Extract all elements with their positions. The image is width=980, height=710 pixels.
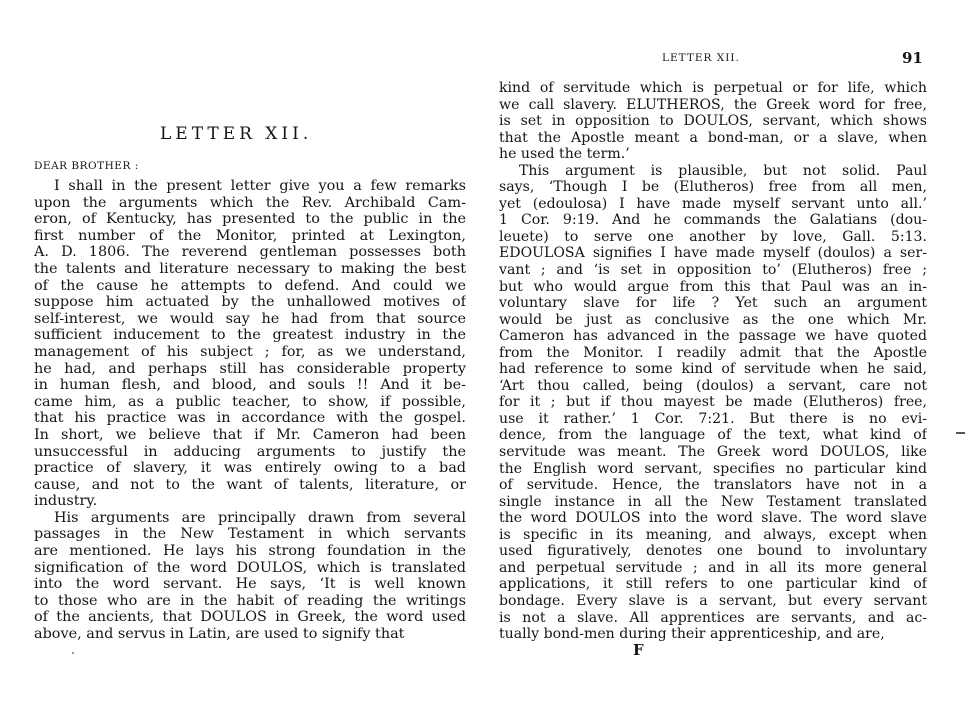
- text-line: came him, as a public teacher, to show, if possible,: [34, 393, 466, 410]
- text-line: use it rather.’ 1 Cor. 7:21. But there is no evi-: [499, 410, 927, 427]
- margin-dash: [956, 432, 965, 434]
- page-number: 91: [902, 49, 923, 67]
- text-line: to those who are in the habit of reading the writings: [34, 592, 466, 609]
- text-line: leuete) to serve one another by love, Gall. 5:13.: [499, 228, 927, 245]
- text-line: This argument is plausible, but not solid. Paul: [519, 162, 927, 179]
- text-line: single instance in all the New Testament translated: [499, 493, 927, 510]
- text-line: 1 Cor. 9:19. And he commands the Galatians (dou-: [499, 212, 927, 229]
- text-line: he had, and perhaps still has considerable property: [34, 360, 466, 377]
- text-line: the word DOULOS into the word slave. The word slave: [499, 510, 927, 527]
- signature-mark: F: [633, 641, 644, 659]
- text-line: first number of the Monitor, printed at Lexington,: [34, 227, 466, 244]
- letter-title: LETTER XII.: [160, 124, 313, 144]
- text-line: management of his subject ; for, as we understand,: [34, 343, 466, 360]
- left-text-block: [34, 178, 466, 643]
- text-line: ‘Art thou called, being (doulos) a servant, care not: [499, 377, 927, 394]
- text-line: tually bond-men during their apprenticeship, and are,: [499, 626, 885, 643]
- text-line: voluntary slave for life ? Yet such an argument: [499, 295, 927, 312]
- text-line: servitude was meant. The Greek word DOULOS, like: [499, 444, 927, 461]
- text-line: are mentioned. He lays his strong foundation in the: [34, 543, 466, 560]
- text-line: self-interest, we would say he had from that source: [34, 310, 466, 327]
- text-line: but who would argue from this that Paul was an in-: [499, 278, 927, 295]
- text-line: above, and servus in Latin, are used to signify that: [34, 626, 405, 643]
- text-line: A. D. 1806. The reverend gentleman possesses both: [34, 244, 466, 261]
- text-line: of the cause he attempts to defend. And could we: [34, 277, 466, 294]
- text-line: vant ; and ‘is set in opposition to’ (Elutheros) free ;: [499, 262, 927, 279]
- text-line: kind of servitude which is perpetual or for life, which: [499, 80, 927, 96]
- ink-speck: [72, 652, 74, 654]
- text-line: cause, and not to the want of talents, literature, or: [34, 476, 466, 493]
- text-line: upon the arguments which the Rev. Archibald Cam-: [34, 194, 466, 211]
- text-line: of the ancients, that DOULOS in Greek, the word used: [34, 609, 466, 626]
- text-line: for it ; but if thou mayest be made (Elutheros) free,: [499, 394, 927, 411]
- text-line: yet (edoulosa) I have made myself servant unto all.’: [499, 195, 927, 212]
- text-line: that his practice was in accordance with the gospel.: [34, 410, 466, 427]
- text-line: we call slavery. ELUTHEROS, the Greek word for free,: [499, 96, 927, 113]
- text-line: In short, we believe that if Mr. Cameron had been: [34, 426, 466, 443]
- text-line: into the word servant. He says, ‘It is well known: [34, 576, 466, 593]
- text-line: says, ‘Though I be (Elutheros) free from all men,: [499, 179, 927, 196]
- text-line: practice of slavery, it was entirely owing to a bad: [34, 460, 466, 477]
- text-line: used figuratively, denotes one bound to involuntary: [499, 543, 927, 560]
- text-line: unsuccessful in adducing arguments to justify the: [34, 443, 466, 460]
- text-line: suppose him actuated by the unhallowed motives of: [34, 294, 466, 311]
- text-line: applications, it still refers to one particular kind of: [499, 576, 927, 593]
- text-line: that the Apostle meant a bond-man, or a slave, when: [499, 129, 927, 146]
- running-head: LETTER XII.: [662, 52, 740, 64]
- text-line: the talents and literature necessary to making the best: [34, 260, 466, 277]
- salutation: DEAR BROTHER :: [34, 160, 139, 172]
- text-line: dence, from the language of the text, what kind of: [499, 427, 927, 444]
- text-line: and perpetual servitude ; and in all its more general: [499, 559, 927, 576]
- text-line: had reference to some kind of servitude when he said,: [499, 361, 927, 378]
- text-line: in human flesh, and blood, and souls !! And it be-: [34, 377, 466, 394]
- text-line: Cameron has advanced in the passage we have quoted: [499, 328, 927, 345]
- text-line: I shall in the present letter give you a few remarks: [54, 178, 466, 194]
- text-line: is not a slave. All apprentices are servants, and ac-: [499, 609, 927, 626]
- text-line: is specific in its meaning, and always, except when: [499, 526, 927, 543]
- right-text-block: [499, 80, 927, 643]
- text-line: bondage. Every slave is a servant, but every servant: [499, 592, 927, 609]
- text-line: of servitude. Hence, the translators have not in a: [499, 477, 927, 494]
- text-line: signification of the word DOULOS, which is translated: [34, 559, 466, 576]
- text-line: sufficient inducement to the greatest industry in the: [34, 327, 466, 344]
- text-line: from the Monitor. I readily admit that the Apostle: [499, 344, 927, 361]
- text-line: would be just as conclusive as the one which Mr.: [499, 311, 927, 328]
- text-line: passages in the New Testament in which servants: [34, 526, 466, 543]
- text-line: industry.: [34, 493, 98, 510]
- text-line: EDOULOSA signifies I have made myself (doulos) a ser-: [499, 245, 927, 262]
- text-line: he used the term.’: [499, 146, 630, 163]
- text-line: eron, of Kentucky, has presented to the public in the: [34, 211, 466, 228]
- text-line: His arguments are principally drawn from several: [54, 509, 466, 526]
- text-line: is set in opposition to DOULOS, servant, which shows: [499, 113, 927, 130]
- text-line: the English word servant, specifies no particular kind: [499, 460, 927, 477]
